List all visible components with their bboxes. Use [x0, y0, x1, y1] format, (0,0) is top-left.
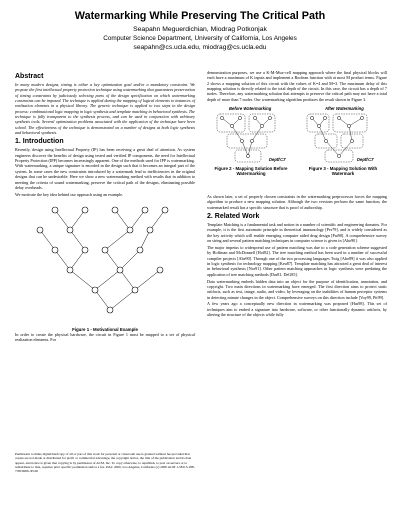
label-before: Before Watermarking — [229, 106, 272, 112]
intro-paragraph-1: Recently, design using Intellectual Property (IP) has been receiving a great deal of attention. As system engineers discover the benefits of design using tested and verified IP components, the need for Intellectual Property Protection (IPP) becomes increasingly apparent. One of the methods used for IPP is watermarking. With watermarking, a unique signature is encoded in the design such that it becomes an integral part of the system. In some cases the new constraints introduced by a watermark lead to inefficiencies in the original designs that can be undesirable. Here we show a new watermarking method with results that in addition to meeting the criteria of sound watermarking, preserve the critical path of the designs, eliminating possible delay overheads. — [15, 147, 195, 190]
intro-heading: 1. Introduction — [15, 138, 64, 146]
right-paragraph-1: demonstration purposes, we use a K-M-Mux-cell mapping approach where the final physical blocks will each have a maximum of K inputs and implement a Boolean function with at most M product terms. Figure 2 shows a mapping solution of this circuit with the values of K=4 and M=3. The maximum delay of this mapping solution is directly related to the total depth of the circuit. In this case, the circuit has a depth of 7 nodes. Therefore, any watermarking solution that attempts to preserve the critical path may not have a total depth of more than 7 nodes. Our watermarking algorithm produces the result shown in Figure 3. — [207, 70, 387, 102]
related-work-paragraph-4: A few years ago a conceptually new direction in watermarking was proposed [Has98]. This set of techniques aim to embed a signature into hardware, software, or other functionally dynamic artifacts, by altering the structure of the objects while fully — [207, 301, 387, 318]
intro-paragraph-3: In order to create the physical hardware, the circuit in Figure 1 must be mapped to a set of physical realization elements. For — [15, 332, 195, 343]
left-column — [15, 70, 195, 343]
related-work-heading: 2. Related Work — [207, 213, 260, 221]
related-work-paragraph-2: The major impetus to widespread use of pattern matching was due to a code generation scheme suggested by Hoffman and McDonnell [Hof82]. The tree matching method has been used in a number of successful compiler projects [Abe90]. Through one of the two processing languages Twig [Aho89] it was also applied in logic synthesis for technology mapping [Keu87]. Template matching has attracted a great deal of interest in behavioral synthesis [Nor91]. Other pattern matching approaches in logic synthesis were predating the application of tree matching methods [Dar81, DeG85]. — [207, 244, 387, 277]
figures-2-3 — [207, 104, 387, 192]
abstract-heading: Abstract — [15, 73, 44, 80]
right-column — [207, 70, 387, 317]
label-after: After Watermarking — [325, 106, 364, 112]
right-paragraph-2: As shown later, a set of properly chosen constraints in the watermarking preprocessor forces the mapping algorithm to produce a new mapping solution. Although the two versions perform the same function, the watermarked result has a specific structure that is proof of authorship. — [207, 194, 387, 210]
emails: seapahn@cs.ucla.edu, miodrag@cs.ucla.edu — [133, 44, 267, 51]
related-work-paragraph-3: Data watermarking embeds hidden data into an object for the purpose of identification, annotation, and copyright. Two main directions in watermarking have emerged. The first direction aims to protect static artifacts, such as text, image, audio, and video, by leveraging on the inabilities of human perceptor systems in detecting minute changes in the object. Comprehensive surveys on this direction include [Voy99, Pit99]. — [207, 278, 387, 300]
abstract-text: In many modern designs, timing is either a key optimization goal and/or a mandatory constraint. We propose the first intellectual property protection technique using watermarking that guarantees preservation of timing constraints by judiciously selecting parts of the design specification on which watermarking constraints can be imposed. The technique is applied during the mapping of logical elements to instances of realization elements in a physical library. The generic technique is applied to two steps in the design process: combinational logic mapping in logic synthesis and template matching in behavioral synthesis. The technique is fully transparent to the synthesis process, and can be used in conjunction with arbitrary synthesis tools. Several optimization problems associated with the application of the technique have been solved. The effectiveness of the technique is demonstrated on a number of designs at both logic synthesis and behavioral synthesis. — [15, 82, 195, 136]
figure-2-3-graphs — [207, 104, 387, 166]
page-title: Watermarking While Preserving The Critical Path — [74, 10, 326, 22]
authors: Seapahn Meguerdichian, Miodrag Potkonjak — [133, 26, 267, 33]
figure-captions — [207, 166, 387, 186]
intro-paragraph-2: We motivate the key idea behind our approach using an example. — [15, 191, 124, 197]
figure-3-caption: Figure 3 - Mapping Solution With Watermark — [308, 166, 378, 177]
label-depth-right: Depth=7 — [357, 157, 374, 163]
related-work-paragraph-1: Template Matching is a fundamental task and notion in a number of scientific and engineering domains. For example, it is the first automatic principle in theoretical immunology [Per79], and is widely considered as the key activity which will enable emerging computer aided drug design [Pat90]. A comprehensive survey on string and several pattern matching techniques in computer science is given in [Aho90]. — [207, 222, 387, 244]
affiliation: Computer Science Department, University of California, Los Angeles — [103, 35, 297, 42]
figure-1-graph — [25, 200, 185, 318]
figure-1-caption: Figure 1 - Motivational Example — [72, 327, 138, 333]
figure-1 — [15, 200, 195, 325]
permission-notice: Permission to make digital/hardcopy of all or part of this work for personal or classroom use is granted without fee provided that copies are not made or distributed for profit or commercial advantage, the copyright notice, the title of the publication and its date appear, and notice is given that copying is by permission of ACM, Inc. To copy otherwise, to republish, to post on servers or to redistribute to lists, requires prior specific permission and/or a fee. DAC 2000, Los Angeles, California (c) 2000 ACM 1-58113-188-7/00/0006..$5.00 — [15, 452, 195, 474]
figure-2-caption: Figure 2 - Mapping Solution Before Watermarking — [214, 166, 288, 177]
label-depth-left: Depth=7 — [269, 157, 286, 163]
